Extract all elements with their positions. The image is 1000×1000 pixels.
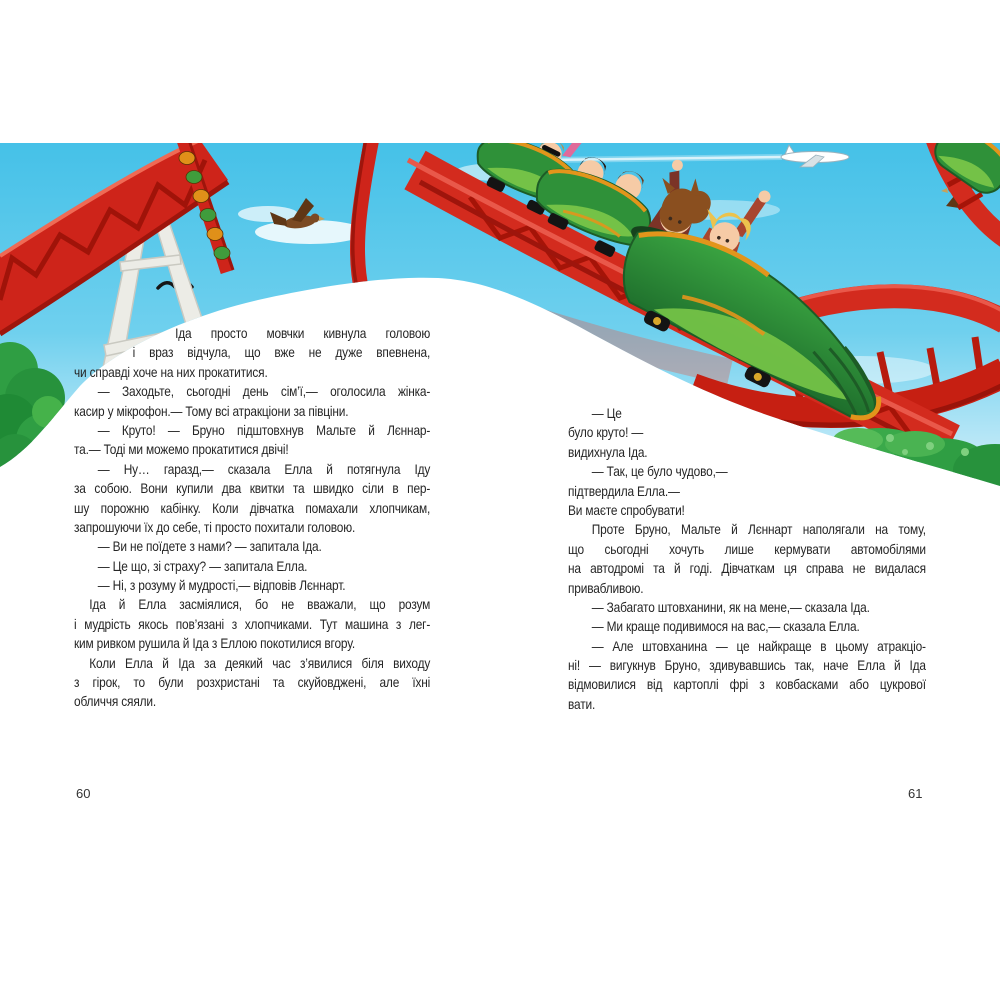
text-line: — Але штовханина — це найкраще в цьому атракціо- — [591, 637, 926, 654]
text-line: за собою. Вони купили два квитки та швидко сіли в пер- — [74, 480, 431, 497]
text-line: Іда й Елла засміялися, бо не вважали, що розум — [89, 596, 431, 613]
text-line: привабливою. — [568, 579, 644, 596]
text-line: видихнула Іда. — [568, 443, 648, 460]
text-line: ні! — вигукнув Бруно, здивувавшись так, наче Елла й Іда — [568, 657, 926, 674]
text-line: — Це — [591, 405, 622, 421]
text-line: — Так, це було чудово,— — [591, 463, 728, 480]
text-line: відмовилися від картоплі фрі з ковбасками або цукрової — [568, 676, 926, 693]
text-line: чи справді хоче на них прокатитися. — [74, 363, 268, 380]
text-line: — Заходьте, сьогодні день сім’ї,— оголосила жінка- — [97, 383, 431, 400]
right-page-number: 61 — [908, 786, 923, 801]
text-line: і мудрість якось пов’язані з хлопчиками. Тут машина з лег- — [74, 615, 431, 632]
text-line: — Забагато штовханини, як на мене,— сказала Іда. — [591, 598, 870, 615]
text-line: Іда просто мовчки кивнула головою — [175, 325, 431, 341]
text-line: — Ну… гаразд,— сказала Елла й потягнула Іду — [97, 460, 431, 477]
text-line: Ви маєте спробувати! — [568, 501, 685, 518]
right-page-text — [568, 404, 926, 714]
text-line: що сьогодні хочуть лише кермувати автомобілями — [568, 540, 926, 557]
left-page-text — [74, 324, 430, 712]
left-page-number: 60 — [76, 786, 91, 801]
text-line: — Ні, з розуму й мудрості,— відповів Лєннарт. — [97, 577, 346, 594]
text-line: вати. — [568, 695, 596, 712]
text-line: з гірок, то були розхристані та скуйовджені, але їхні — [74, 674, 431, 691]
text-line: Проте Бруно, Мальте й Лєннарт наполягали на тому, — [591, 521, 926, 538]
text-line: і враз відчула, що вже не дуже впевнена, — [132, 344, 431, 361]
text-line: Коли Елла й Іда за деякий час з’явилися біля виходу — [89, 654, 431, 671]
text-line: запрошуючи їх до себе, ті просто похитали головою. — [74, 518, 356, 535]
text-line: — Круто! — Бруно підштовхнув Мальте й Лєннар- — [97, 421, 431, 438]
text-line: ким ривком рушила й Іда з Еллою покотилися вгору. — [74, 635, 355, 652]
text-line: було круто! — — [568, 424, 644, 441]
text-line: — Це що, зі страху? — запитала Елла. — [97, 557, 308, 574]
text-line: обличчя сяяли. — [74, 693, 156, 710]
text-line: касир у мікрофон.— Тому всі атракціони за півціни. — [74, 402, 349, 419]
text-line: — Ви не поїдете з нами? — запитала Іда. — [97, 538, 322, 555]
text-line: шу порожню кабінку. Коли дівчатка помахали хлопчикам, — [74, 499, 431, 516]
text-line: та.— Тоді ми можемо прокатитися двічі! — [74, 441, 289, 458]
text-line: — Ми краще подивимося на вас,— сказала Елла. — [591, 618, 860, 635]
text-line: на автодромі та й годі. Дівчаткам ця справа не видалася — [568, 560, 926, 577]
text-line: підтвердила Елла.— — [568, 482, 680, 499]
